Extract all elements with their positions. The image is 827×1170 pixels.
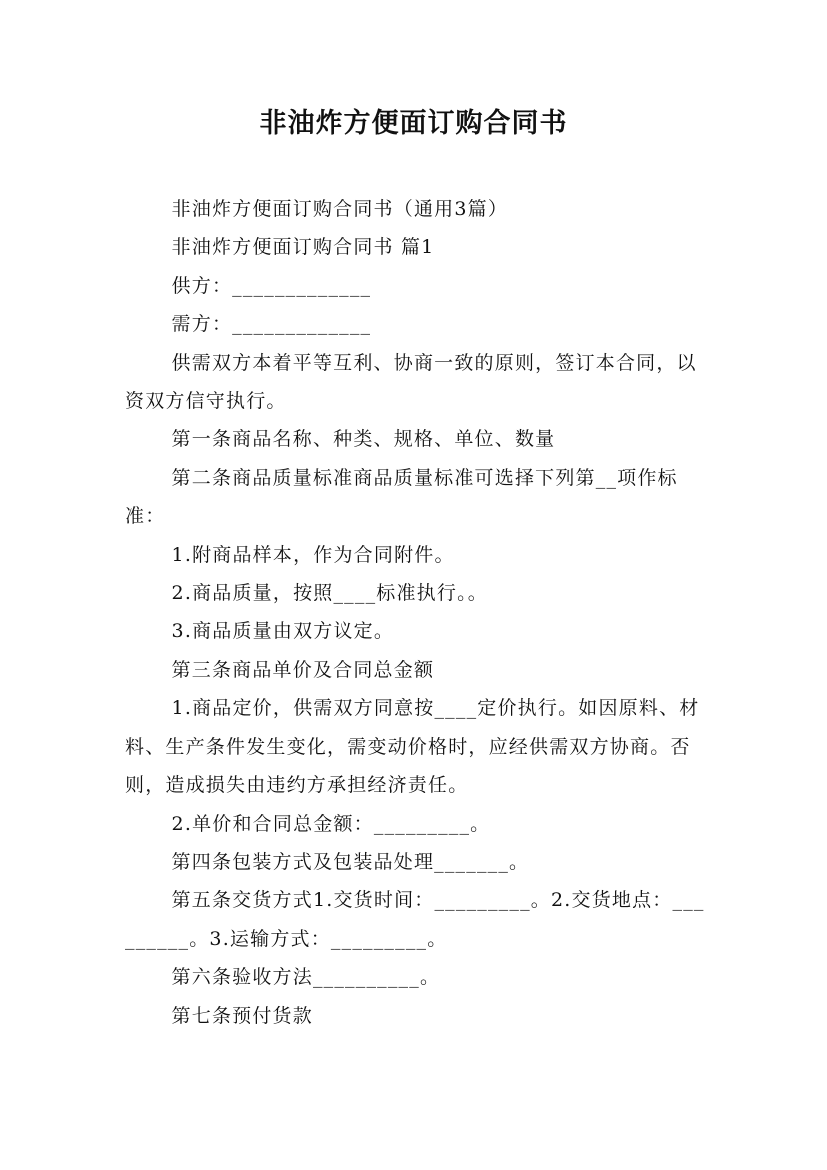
paragraph: 第一条商品名称、种类、规格、单位、数量	[171, 428, 556, 451]
paragraph: 1.附商品样本，作为合同附件。	[171, 543, 455, 566]
paragraph: 第五条交货方式1.交货时间：_________。2.交货地点：_________。3.运输方式：_________。	[125, 889, 705, 950]
paragraph: 2.商品质量，按照____标准执行。。	[171, 582, 488, 605]
paragraph: 1.商品定价，供需双方同意按____定价执行。如因原料、材料、生产条件发生变化，需变动价格时，应经供需双方协商。否则，造成损失由违约方承担经济责任。	[125, 697, 700, 797]
paragraph: 供需双方本着平等互利、协商一致的原则，签订本合同，以资双方信守执行。	[125, 351, 697, 413]
paragraph: 第七条预付货款	[171, 1004, 313, 1027]
paragraph: 第六条验收方法__________。	[171, 966, 441, 989]
paragraph: 第四条包装方式及包装品处理_______。	[171, 850, 530, 873]
paragraph: 第三条商品单价及合同总金额	[171, 658, 435, 681]
paragraph: 非油炸方便面订购合同书（通用3篇）	[171, 198, 509, 220]
paragraph: 3.商品质量由双方议定。	[171, 620, 395, 643]
paragraph: 供方：_____________	[171, 274, 372, 297]
document-body	[125, 190, 705, 1035]
paragraph: 第二条商品质量标准商品质量标准可选择下列第__项作标准：	[125, 466, 678, 528]
paragraph: 需方：_____________	[171, 313, 372, 336]
paragraph: 2.单价和合同总金额：_________。	[171, 812, 491, 835]
document-title: 非油炸方便面订购合同书	[259, 108, 568, 139]
paragraph: 非油炸方便面订购合同书 篇1	[171, 236, 435, 259]
